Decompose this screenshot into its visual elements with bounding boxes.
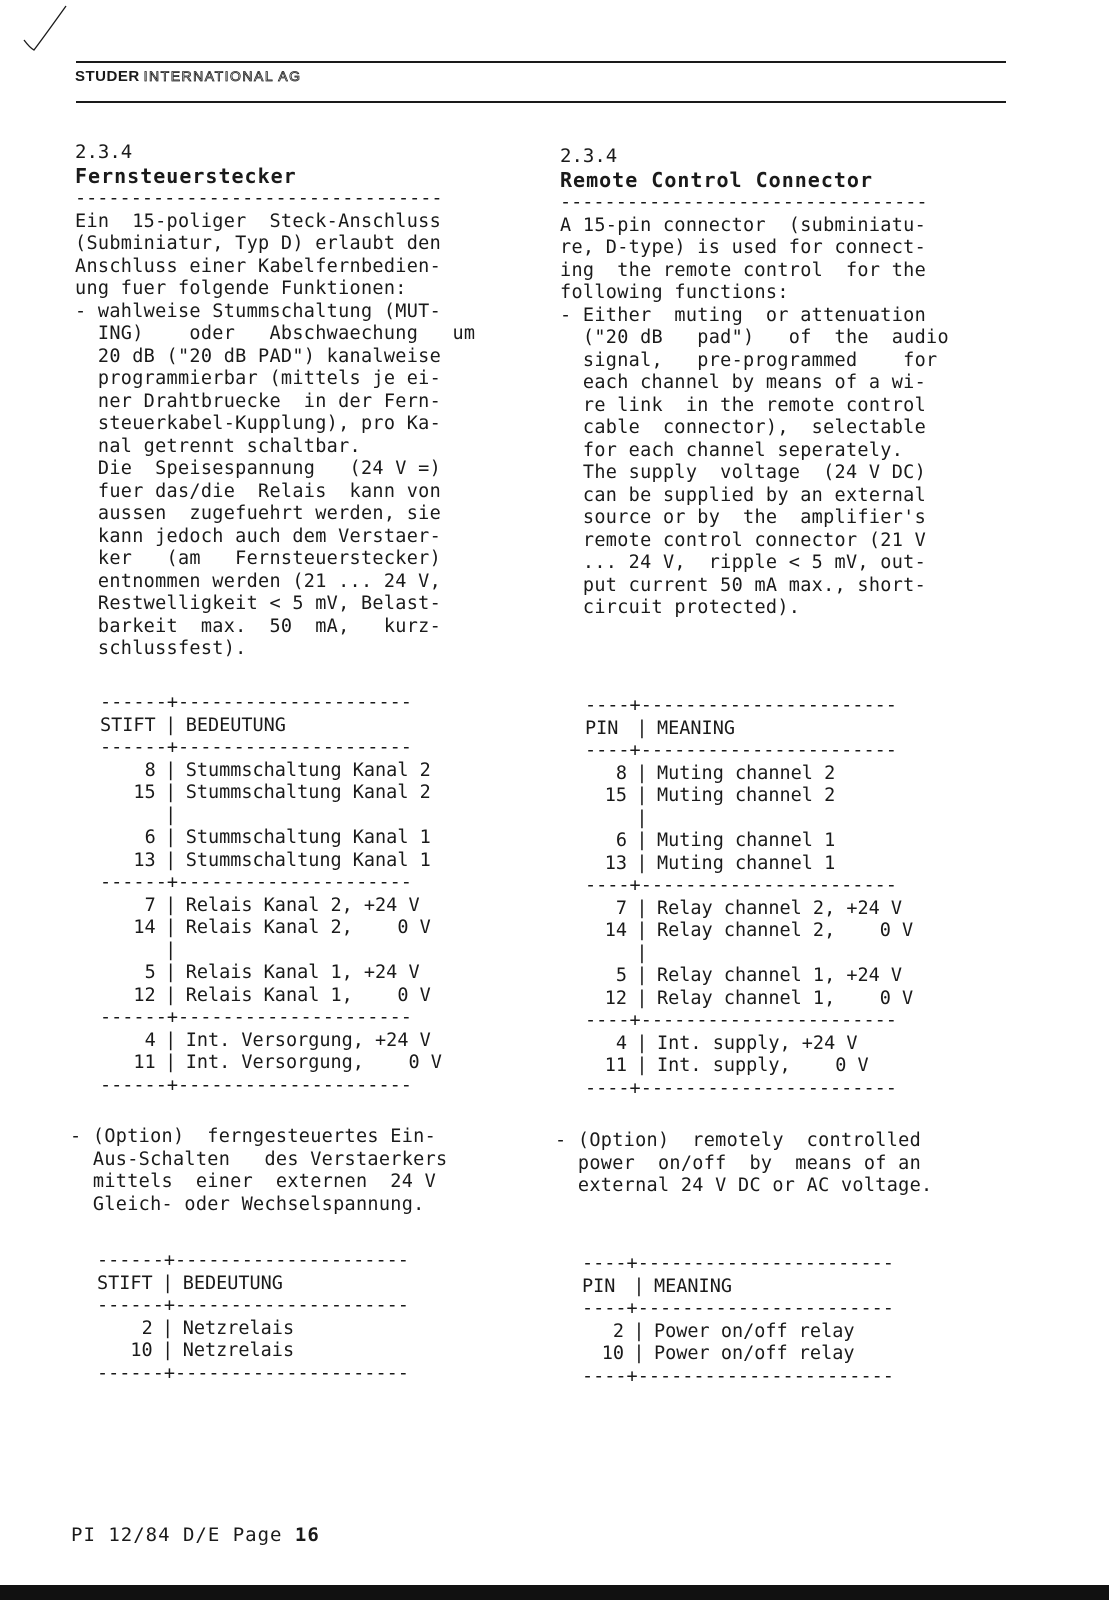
pin-meaning	[657, 808, 913, 831]
section-title: Remote Control Connector	[560, 168, 873, 192]
table-row	[585, 965, 913, 988]
german-option	[70, 1126, 510, 1216]
text-line: - (Option) ferngesteuertes Ein-	[70, 1126, 437, 1147]
text-line: kann jedoch auch dem Verstaer-	[75, 525, 442, 547]
column-separator: |	[636, 920, 648, 941]
pin-meaning: Muting channel 1	[657, 830, 836, 851]
text-line: Gleich- oder Wechselspannung.	[70, 1193, 425, 1215]
table-header	[585, 718, 913, 741]
column-separator: |	[165, 1029, 177, 1051]
pin-meaning: Relay channel 1, +24 V	[657, 965, 903, 986]
table-rule: ----+-----------------------	[582, 1253, 894, 1274]
table-row	[97, 1318, 409, 1341]
column-separator: |	[636, 897, 648, 919]
text-line: 20 dB ("20 dB PAD") kanalweise	[75, 345, 442, 367]
pin-number: 5	[615, 965, 627, 986]
option-text	[70, 1126, 510, 1216]
column-separator: |	[636, 830, 648, 851]
text-line: source or by the amplifier's	[560, 507, 927, 528]
column-separator: |	[636, 785, 648, 806]
header-rule-top	[76, 61, 1006, 63]
pin-number	[100, 805, 156, 828]
table-row	[585, 898, 913, 921]
pin-number: 14	[133, 917, 156, 938]
header-meaning: BEDEUTUNG	[185, 714, 286, 736]
table-rule: ----+-----------------------	[582, 1298, 894, 1319]
table-row	[100, 827, 442, 850]
pin-number: 15	[133, 782, 156, 803]
column-separator: |	[165, 984, 177, 1006]
table-row	[585, 808, 913, 831]
pin-meaning: Relay channel 2, +24 V	[657, 897, 903, 919]
pin-number	[585, 943, 627, 966]
column-separator: |	[165, 827, 177, 848]
text-line: cable connector), selectable	[560, 417, 927, 438]
text-line: ner Drahtbruecke in der Fern-	[75, 390, 442, 412]
text-line: steuerkabel-Kupplung), pro Ka-	[75, 413, 442, 434]
text-line: - wahlweise Stummschaltung (MUT-	[75, 300, 442, 322]
pin-table	[585, 718, 913, 1101]
pin-meaning: Relay channel 2, 0 V	[657, 920, 914, 941]
text-line: ING) oder Abschwaechung um	[75, 323, 476, 344]
pin-meaning	[657, 943, 913, 966]
header-pin: PIN	[585, 717, 619, 739]
text-line: external 24 V DC or AC voltage.	[555, 1175, 933, 1196]
pin-meaning: Power on/off relay	[654, 1343, 855, 1364]
text-line: - Either muting or attenuation	[560, 304, 927, 326]
brand-header	[75, 68, 301, 85]
table-row	[582, 1343, 894, 1366]
table-rule: ------+---------------------	[97, 1250, 409, 1271]
pin-number: 14	[604, 920, 627, 941]
text-line: ker (am Fernsteuerstecker)	[75, 548, 442, 569]
table-rule: ------+---------------------	[97, 1362, 409, 1384]
pin-number	[585, 808, 627, 831]
column-separator: |	[165, 759, 177, 781]
pin-meaning: Power on/off relay	[654, 1320, 855, 1342]
german-column	[75, 140, 515, 661]
table-row	[100, 962, 442, 985]
text-line: ing the remote control for the	[560, 259, 927, 281]
text-line: barkeit max. 50 mA, kurz-	[75, 615, 442, 637]
section-number: 2.3.4	[560, 145, 618, 167]
pin-number: 6	[144, 827, 156, 848]
table-rule: ------+---------------------	[100, 1074, 412, 1096]
table-row	[100, 850, 442, 873]
section-title: Fernsteuerstecker	[75, 164, 297, 188]
table-rule: ----+-----------------------	[582, 1365, 894, 1387]
column-separator: |	[636, 987, 648, 1009]
column-separator: |	[165, 849, 177, 871]
text-line: fuer das/die Relais kann von	[75, 480, 442, 502]
english-power-table	[582, 1253, 894, 1388]
text-line: aussen zugefuehrt werden, sie	[75, 503, 442, 524]
text-line: re link in the remote control	[560, 394, 927, 416]
header-pin: STIFT	[97, 1272, 153, 1294]
english-pin-table	[585, 695, 913, 1100]
column-separator: |	[162, 1340, 174, 1361]
footer-text: PI 12/84 D/E Page	[71, 1524, 283, 1546]
table-row	[100, 940, 442, 963]
pin-number: 12	[604, 987, 627, 1009]
title-underline: ---------------------------------	[75, 188, 443, 209]
column-separator: |	[636, 942, 648, 964]
header-meaning: MEANING	[654, 1275, 732, 1297]
pin-number: 11	[604, 1055, 627, 1076]
option-text	[555, 1130, 1015, 1198]
text-line: schlussfest).	[75, 638, 247, 659]
english-option	[555, 1130, 1015, 1198]
text-line: signal, pre-programmed for	[560, 349, 938, 371]
text-line: ("20 dB pad") of the audio	[560, 327, 949, 348]
pin-meaning: Int. supply, 0 V	[657, 1055, 869, 1076]
pin-number: 7	[144, 894, 156, 916]
pin-table	[582, 1276, 894, 1389]
text-line: Die Speisespannung (24 V =)	[75, 458, 442, 479]
text-line: programmierbar (mittels je ei-	[75, 368, 442, 389]
column-separator: |	[165, 782, 177, 803]
table-row	[585, 943, 913, 966]
pin-meaning: Muting channel 2	[657, 762, 836, 784]
text-line: A 15-pin connector (subminiatu-	[560, 214, 927, 236]
table-row	[100, 895, 442, 918]
column-separator: |	[165, 962, 177, 983]
pin-meaning: Stummschaltung Kanal 2	[185, 782, 431, 803]
column-separator: |	[165, 804, 177, 826]
column-separator: |	[636, 762, 648, 784]
column-separator: |	[633, 1343, 645, 1364]
table-header	[582, 1276, 894, 1299]
text-line: mittels einer externen 24 V	[70, 1171, 437, 1192]
pin-meaning: Stummschaltung Kanal 1	[185, 849, 431, 871]
pin-number: 10	[130, 1340, 153, 1361]
text-line: following functions:	[560, 282, 789, 303]
pin-meaning: Relais Kanal 2, 0 V	[185, 917, 431, 938]
section-number: 2.3.4	[75, 141, 133, 163]
pin-table	[97, 1273, 409, 1386]
scan-edge-bar	[0, 1585, 1109, 1600]
text-line: Restwelligkeit < 5 mV, Belast-	[75, 593, 442, 614]
text-line: ... 24 V, ripple < 5 mV, out-	[560, 552, 927, 573]
pin-number: 6	[615, 830, 627, 851]
page-number: 16	[294, 1524, 320, 1546]
pin-meaning: Stummschaltung Kanal 2	[185, 759, 431, 781]
table-row	[100, 1030, 442, 1053]
table-row	[585, 920, 913, 943]
table-rule: ----+-----------------------	[585, 1010, 897, 1031]
table-header	[97, 1273, 409, 1296]
table-rule: ----+-----------------------	[585, 1077, 897, 1099]
check-mark-icon	[18, 4, 78, 54]
pin-meaning: Muting channel 2	[657, 785, 836, 806]
table-header	[100, 715, 442, 738]
pin-meaning: Relais Kanal 2, +24 V	[185, 894, 420, 916]
pin-number: 8	[144, 759, 156, 781]
column-separator: |	[636, 852, 648, 874]
table-rule: ------+---------------------	[100, 1007, 412, 1028]
column-separator: |	[633, 1275, 645, 1297]
text-line: nal getrennt schaltbar.	[75, 435, 361, 457]
brand-suffix: INTERNATIONAL AG	[143, 68, 302, 84]
column-separator: |	[636, 1055, 648, 1076]
text-line: circuit protected).	[560, 597, 801, 618]
pin-meaning: Netzrelais	[182, 1340, 295, 1361]
column-separator: |	[165, 1052, 177, 1073]
text-line: power on/off by means of an	[555, 1152, 922, 1174]
pin-meaning: Relay channel 1, 0 V	[657, 987, 914, 1009]
pin-meaning: Netzrelais	[182, 1317, 295, 1339]
pin-meaning: Int. supply, +24 V	[657, 1032, 858, 1054]
pin-meaning: Relais Kanal 1, +24 V	[185, 962, 420, 983]
pin-number: 15	[604, 785, 627, 806]
pin-number: 13	[133, 849, 156, 871]
pin-number: 4	[615, 1032, 627, 1054]
pin-table	[100, 715, 442, 1098]
column-separator: |	[165, 714, 177, 736]
pin-meaning: Int. Versorgung, +24 V	[185, 1029, 431, 1051]
header-meaning: MEANING	[657, 717, 735, 739]
table-row	[585, 853, 913, 876]
title-underline: ---------------------------------	[560, 192, 928, 213]
table-rule: ------+---------------------	[100, 737, 412, 758]
table-row	[585, 1033, 913, 1056]
column-separator: |	[165, 917, 177, 938]
column-separator: |	[162, 1317, 174, 1339]
column-separator: |	[633, 1320, 645, 1342]
text-line: entnommen werden (21 ... 24 V,	[75, 570, 442, 592]
table-row	[585, 785, 913, 808]
pin-meaning	[186, 805, 442, 828]
header-pin: PIN	[582, 1275, 616, 1297]
table-row	[100, 917, 442, 940]
table-row	[97, 1340, 409, 1363]
pin-meaning: Relais Kanal 1, 0 V	[185, 984, 431, 1006]
english-column	[560, 144, 1010, 620]
pin-number: 12	[133, 984, 156, 1006]
text-line: re, D-type) is used for connect-	[560, 237, 927, 258]
column-separator: |	[636, 965, 648, 986]
table-rule: ----+-----------------------	[585, 740, 897, 761]
pin-number: 2	[612, 1320, 624, 1342]
pin-number: 13	[604, 852, 627, 874]
column-separator: |	[636, 717, 648, 739]
text-line: The supply voltage (24 V DC)	[560, 462, 927, 483]
text-line: remote control connector (21 V	[560, 529, 927, 551]
pin-meaning: Muting channel 1	[657, 852, 836, 874]
pin-number: 10	[601, 1343, 624, 1364]
brand-name: STUDER	[75, 68, 140, 85]
table-rule: ------+---------------------	[100, 872, 412, 893]
text-line: (Subminiatur, Typ D) erlaubt den	[75, 233, 442, 254]
page-footer	[71, 1524, 320, 1546]
text-line: Anschluss einer Kabelfernbedien-	[75, 255, 442, 277]
header-rule-bottom	[76, 101, 1006, 103]
column-separator: |	[636, 1032, 648, 1054]
table-row	[585, 1055, 913, 1078]
table-row	[100, 760, 442, 783]
table-rule: ------+---------------------	[97, 1295, 409, 1316]
intro-text	[75, 211, 515, 661]
german-power-table	[97, 1250, 409, 1385]
text-line: Ein 15-poliger Steck-Anschluss	[75, 210, 442, 232]
text-line: can be supplied by an external	[560, 484, 927, 506]
intro-text	[560, 215, 1010, 620]
table-row	[585, 830, 913, 853]
table-row	[582, 1321, 894, 1344]
header-pin: STIFT	[100, 714, 156, 736]
table-row	[585, 763, 913, 786]
pin-number: 5	[144, 962, 156, 983]
pin-number: 11	[133, 1052, 156, 1073]
pin-meaning	[186, 940, 442, 963]
pin-number: 2	[141, 1317, 153, 1339]
column-separator: |	[636, 807, 648, 829]
text-line: each channel by means of a wi-	[560, 372, 927, 393]
pin-number: 7	[615, 897, 627, 919]
pin-number	[100, 940, 156, 963]
column-separator: |	[165, 894, 177, 916]
table-row	[100, 985, 442, 1008]
german-pin-table	[100, 692, 442, 1097]
table-rule: ----+-----------------------	[585, 695, 897, 716]
pin-number: 4	[144, 1029, 156, 1051]
table-row	[100, 782, 442, 805]
text-line: - (Option) remotely controlled	[555, 1130, 922, 1151]
pin-meaning: Stummschaltung Kanal 1	[185, 827, 431, 848]
table-rule: ----+-----------------------	[585, 875, 897, 896]
table-row	[585, 988, 913, 1011]
table-row	[100, 805, 442, 828]
pin-number: 8	[615, 762, 627, 784]
table-rule: ------+---------------------	[100, 692, 412, 713]
table-row	[100, 1052, 442, 1075]
column-separator: |	[165, 939, 177, 961]
text-line: put current 50 mA max., short-	[560, 574, 927, 596]
text-line: Aus-Schalten des Verstaerkers	[70, 1148, 448, 1170]
header-meaning: BEDEUTUNG	[182, 1272, 283, 1294]
pin-meaning: Int. Versorgung, 0 V	[185, 1052, 442, 1073]
column-separator: |	[162, 1272, 174, 1294]
text-line: ung fuer folgende Funktionen:	[75, 278, 407, 299]
text-line: for each channel seperately.	[560, 439, 904, 461]
